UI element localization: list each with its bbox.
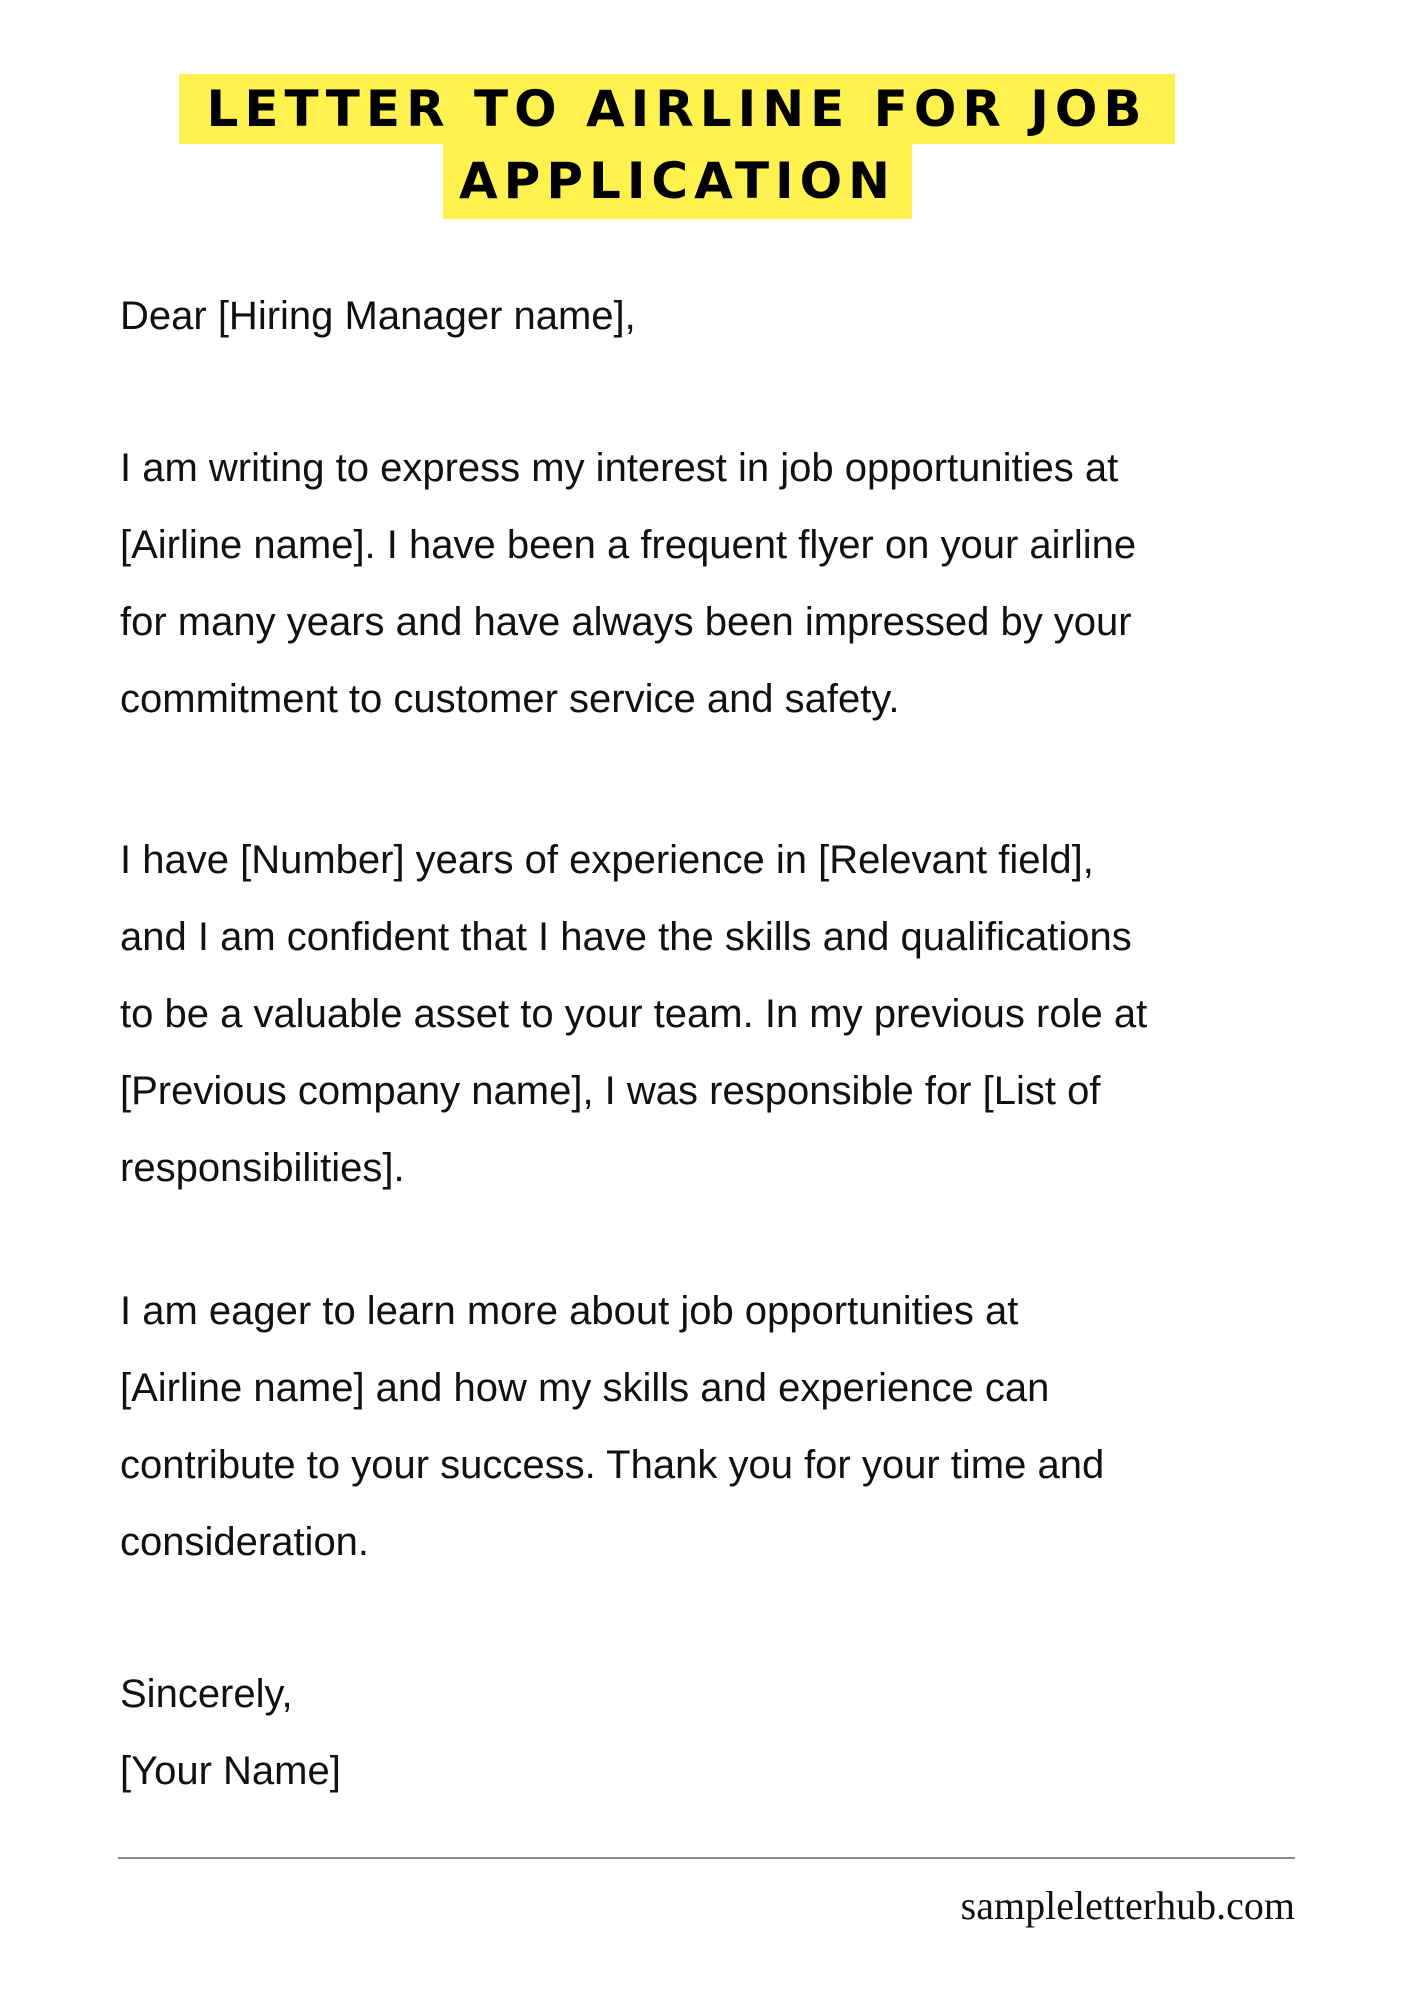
- paragraph-line: to be a valuable asset to your team. In my previous role at: [120, 992, 1148, 1036]
- closing-text: Sincerely,: [120, 1672, 293, 1716]
- paragraph-line: I have [Number] years of experience in [Relevant field],: [120, 838, 1094, 882]
- paragraph-line: I am writing to express my interest in job opportunities at: [120, 446, 1119, 490]
- paragraph-line: [Airline name]. I have been a frequent flyer on your airline: [120, 523, 1137, 567]
- paragraph-2: [120, 822, 1147, 1207]
- paragraph-line: I am eager to learn more about job opportunities at: [120, 1289, 1019, 1333]
- paragraph-line: [Previous company name], I was responsible for [List of: [120, 1069, 1101, 1113]
- paragraph-line: [Airline name] and how my skills and experience can: [120, 1366, 1050, 1410]
- paragraph-3: [120, 1273, 1104, 1581]
- paragraph-line: responsibilities].: [120, 1146, 405, 1190]
- page-title-line-2: APPLICATION: [443, 143, 912, 219]
- closing-block: [120, 1656, 341, 1810]
- paragraph-1: [120, 430, 1136, 738]
- paragraph-line: consideration.: [120, 1520, 370, 1564]
- paragraph-line: and I am confident that I have the skills and qualifications: [120, 915, 1132, 959]
- paragraph-line: contribute to your success. Thank you for your time and: [120, 1443, 1105, 1487]
- page-title-line-1: LETTER TO AIRLINE FOR JOB: [179, 74, 1175, 144]
- salutation-text: Dear [Hiring Manager name],: [120, 294, 636, 338]
- paragraph-line: for many years and have always been impressed by your: [120, 600, 1132, 644]
- signature-name: [Your Name]: [120, 1749, 341, 1793]
- footer-site-name: sampleletterhub.com: [960, 1883, 1295, 1928]
- salutation: [120, 278, 636, 355]
- footer-divider: [118, 1857, 1295, 1859]
- paragraph-line: commitment to customer service and safety.: [120, 677, 900, 721]
